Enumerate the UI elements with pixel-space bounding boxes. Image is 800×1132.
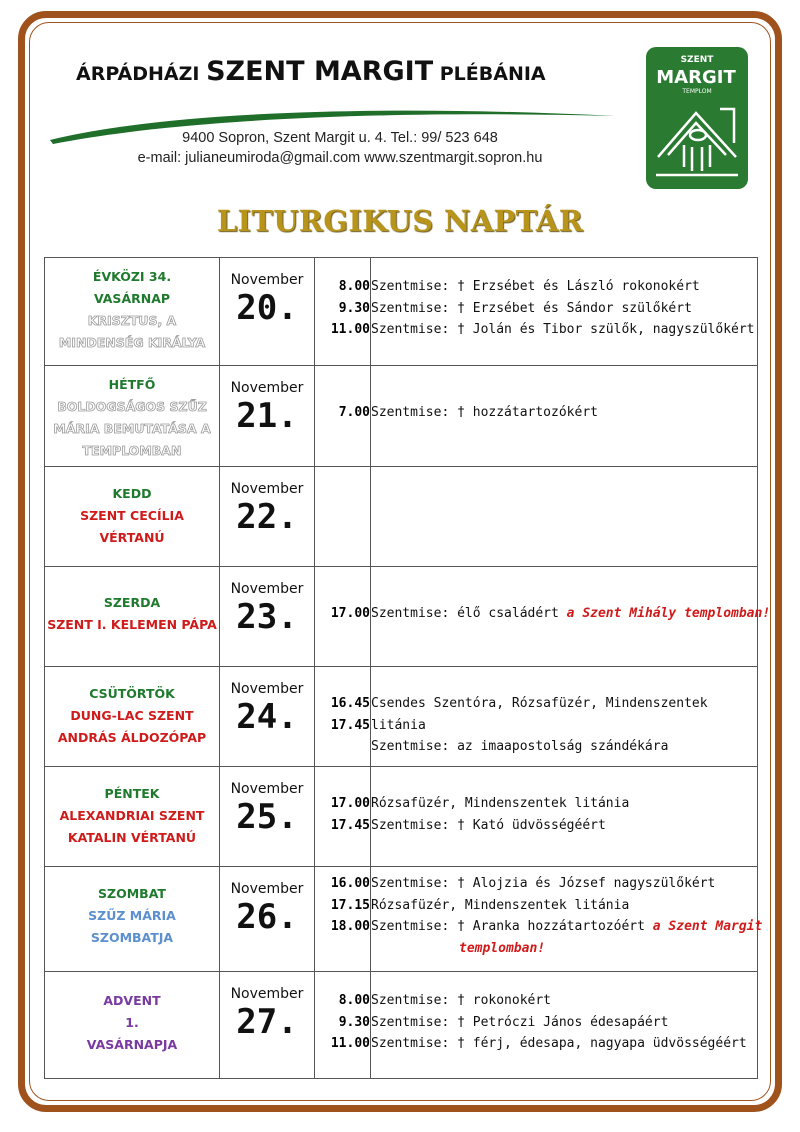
times-cell — [315, 567, 371, 667]
day-label-line: SZOMBAT — [98, 886, 166, 901]
month-label: November — [230, 581, 304, 597]
parish-title — [76, 56, 616, 87]
month-label: November — [230, 781, 304, 797]
day-label-cell — [45, 667, 220, 767]
date-cell — [220, 867, 315, 972]
calendar-row — [45, 667, 758, 767]
event-entry: Szentmise: † Erzsébet és László rokonokért — [371, 279, 700, 294]
calendar-row — [45, 366, 758, 467]
time-entry: 18.00 — [330, 919, 370, 934]
calendar-row — [45, 972, 758, 1079]
feast-label-line: ALEXANDRIAI SZENT — [59, 808, 205, 823]
day-label-line: CSÜTÖRTÖK — [89, 686, 175, 701]
time-entry: 17.45 — [330, 817, 370, 833]
day-number: 26. — [236, 897, 298, 937]
day-label-cell — [45, 972, 220, 1079]
day-number: 20. — [236, 288, 298, 328]
day-number: 24. — [236, 697, 298, 737]
date-cell — [220, 467, 315, 567]
time-entry: 16.00 — [330, 876, 370, 891]
event-entry: Szentmise: † Kató üdvösségéért — [371, 817, 606, 833]
event-entry: Szentmise: † rokonokért — [371, 993, 552, 1008]
day-label-line: PÉNTEK — [104, 786, 160, 801]
day-label-cell — [45, 467, 220, 567]
event-entry: Szentmise: † hozzátartozókért — [371, 405, 598, 420]
times-cell — [315, 972, 371, 1079]
title-prefix: ÁRPÁDHÁZI — [76, 63, 207, 85]
date-cell — [220, 972, 315, 1079]
event-location-note: templomban! — [459, 940, 546, 956]
event-entry: Szentmise: † Aranka hozzátartozóért — [371, 919, 653, 934]
contact-line: e-mail: julianeumiroda@gmail.com www.szentmargit.sopron.hu — [137, 150, 543, 166]
event-entry: Szentmise: élő családért — [371, 606, 567, 621]
liturgical-calendar-table — [44, 257, 771, 1079]
events-cell — [371, 366, 758, 467]
day-label-line: KEDD — [112, 486, 152, 501]
date-cell — [220, 366, 315, 467]
events-cell — [371, 258, 758, 366]
time-entry: 8.00 — [338, 279, 370, 294]
feast-label-line: KATALIN VÉRTANÚ — [67, 830, 197, 845]
events-cell — [371, 867, 763, 972]
day-label-line: SZERDA — [103, 595, 161, 610]
day-label-line: ÉVKÖZI 34. — [92, 269, 172, 284]
events-cell — [371, 972, 758, 1079]
times-cell — [315, 258, 371, 366]
day-label-cell — [45, 567, 220, 667]
times-cell — [315, 867, 371, 972]
day-label-line: 1. — [125, 1015, 139, 1030]
event-entry: Szentmise: † férj, édesapa, nagyapa üdvösségéért — [371, 1036, 747, 1051]
time-entry: 17.45 — [330, 717, 370, 733]
day-label-cell — [45, 767, 220, 867]
day-label-line: ADVENT — [103, 993, 161, 1008]
time-entry: 17.00 — [330, 606, 370, 621]
event-entry: Szentmise: † Jolán és Tibor szülők, nagyszülőkért — [371, 322, 755, 337]
logo-top-text: SZENT — [680, 55, 714, 65]
address-line: 9400 Sopron, Szent Margit u. 4. Tel.: 99/ 523 648 — [182, 130, 498, 146]
feast-label-line: SZŰZ MÁRIA — [88, 908, 176, 923]
events-cell — [371, 667, 758, 767]
day-number: 23. — [236, 597, 298, 637]
time-entry: 9.30 — [338, 1014, 370, 1030]
event-entry: Rózsafüzér, Mindenszentek litánia — [371, 897, 630, 913]
date-cell — [220, 567, 315, 667]
event-entry: Rózsafüzér, Mindenszentek litánia — [371, 796, 630, 811]
day-label-line: HÉTFŐ — [108, 377, 156, 392]
events-cell — [371, 767, 758, 867]
event-location-note: a Szent Mihály templomban! — [566, 606, 771, 621]
day-label-cell — [45, 366, 220, 467]
feast-label-line: MÁRIA BEMUTATÁSA A — [53, 421, 211, 436]
event-entry: Szentmise: † Alojzia és József nagyszülőkért — [371, 876, 716, 891]
day-number: 21. — [236, 396, 298, 436]
day-number: 27. — [236, 1002, 298, 1042]
date-cell — [220, 667, 315, 767]
time-entry: 9.30 — [338, 300, 370, 316]
month-label: November — [230, 380, 304, 396]
times-cell — [315, 467, 371, 567]
month-label: November — [230, 272, 304, 288]
calendar-title: LITURGIKUS NAPTÁR — [216, 204, 584, 238]
feast-label-line: MINDENSÉG KIRÁLYA — [58, 335, 206, 350]
time-entry: 16.45 — [330, 696, 370, 711]
date-cell — [220, 258, 315, 366]
time-entry: 17.15 — [330, 897, 370, 913]
month-label: November — [230, 681, 304, 697]
feast-label-line: TEMPLOMBAN — [82, 443, 182, 458]
logo-name-text: MARGIT — [656, 67, 736, 88]
calendar-row — [45, 258, 758, 366]
day-label-cell — [45, 258, 220, 366]
month-label: November — [230, 986, 304, 1002]
parish-logo — [646, 47, 748, 189]
day-label-line: VASÁRNAPJA — [86, 1037, 178, 1052]
event-location-note: a Szent Margit — [652, 919, 763, 934]
feast-label-line: BOLDOGSÁGOS SZŰZ — [57, 399, 207, 414]
day-number: 22. — [236, 497, 298, 537]
logo-sub-text: TEMPLOM — [682, 88, 712, 95]
event-entry: Szentmise: az imaapostolság szándékára — [371, 739, 669, 754]
month-label: November — [230, 481, 304, 497]
events-cell — [371, 467, 758, 567]
feast-label-line: DUNG-LAC SZENT — [70, 708, 194, 723]
times-cell — [315, 366, 371, 467]
day-label-cell — [45, 867, 220, 972]
feast-label-line: SZENT CECÍLIA — [80, 508, 184, 523]
feast-label-line: KRISZTUS, A — [87, 313, 177, 328]
time-entry: 11.00 — [330, 322, 370, 337]
calendar-row — [45, 567, 758, 667]
feast-label-line: VÉRTANÚ — [99, 530, 165, 545]
title-suffix: PLÉBÁNIA — [433, 63, 546, 85]
day-label-line: VASÁRNAP — [93, 291, 171, 306]
event-entry: Csendes Szentóra, Rózsafüzér, Mindenszentek litánia — [371, 696, 708, 733]
calendar-row — [45, 467, 758, 567]
title-main: SZENT MARGIT — [206, 56, 434, 87]
calendar-row — [45, 867, 758, 972]
time-entry: 8.00 — [338, 993, 370, 1008]
time-entry: 17.00 — [330, 796, 370, 811]
date-cell — [220, 767, 315, 867]
feast-label-line: SZENT I. KELEMEN PÁPA — [47, 617, 217, 632]
times-cell — [315, 667, 371, 767]
time-entry: 7.00 — [338, 405, 370, 420]
day-number: 25. — [236, 797, 298, 837]
times-cell — [315, 767, 371, 867]
calendar-row — [45, 767, 758, 867]
month-label: November — [230, 881, 304, 897]
time-entry: 11.00 — [330, 1036, 370, 1051]
event-entry: Szentmise: † Petróczi János édesapáért — [371, 1014, 669, 1030]
event-entry: Szentmise: † Erzsébet és Sándor szülőkért — [371, 300, 692, 316]
events-cell — [371, 567, 771, 667]
feast-label-line: SZOMBATJA — [90, 930, 174, 945]
feast-label-line: ANDRÁS ÁLDOZÓPAP — [57, 730, 207, 745]
